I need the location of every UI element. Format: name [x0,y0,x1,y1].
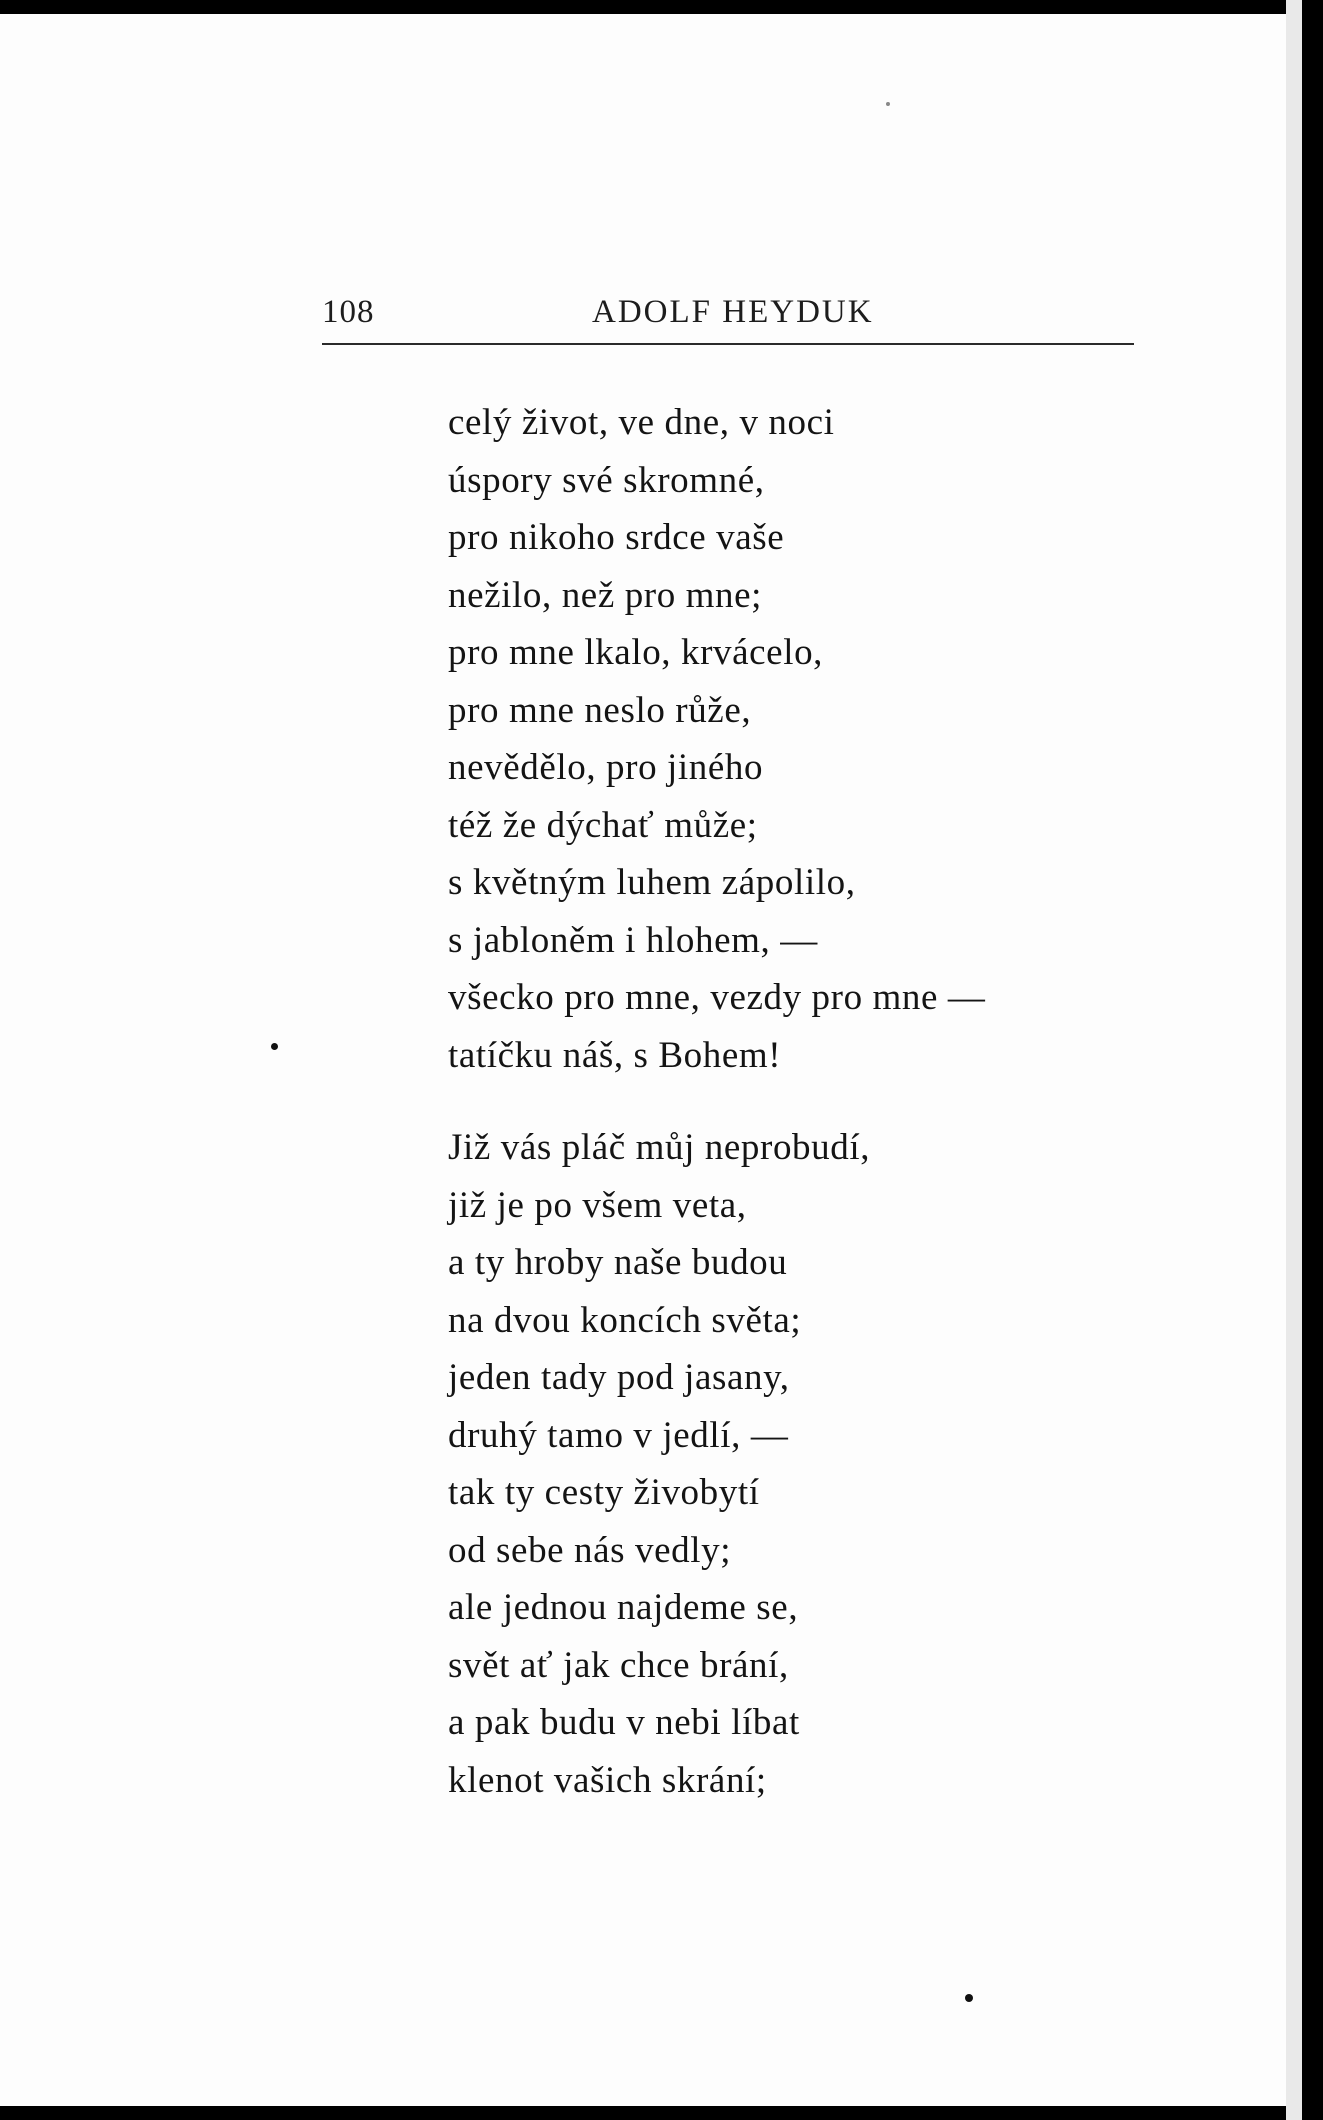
verse-line: s květným luhem zápolilo, [448,862,856,903]
stanza-2 [448,1119,1168,1809]
verse-line: pro mne lkalo, krvácelo, [448,632,824,673]
verse-line: celý život, ve dne, v noci [448,402,835,443]
verse-line: Již vás pláč můj neprobudí, [448,1127,871,1168]
verse-line: druhý tamo v jedlí, — [448,1414,789,1456]
running-title: ADOLF HEYDUK [592,294,874,330]
verse-line: jeden tady pod jasany, [448,1357,790,1398]
verse-line: na dvou koncích světa; [448,1299,802,1341]
poem [448,394,1168,1844]
stanza-1 [448,394,1168,1084]
verse-line: tatíčku náš, s Bohem! [448,1034,782,1076]
verse-line: tak ty cesty živobytí [448,1472,760,1513]
verse-line: všecko pro mne, vezdy pro mne — [448,977,986,1018]
verse-line: s jabloněm i hlohem, — [448,919,818,961]
verse-line: svět ať jak chce brání, [448,1644,789,1686]
verse-line: úspory své skromné, [448,459,765,501]
ink-speck [886,102,890,106]
verse-line: ale jednou najdeme se, [448,1587,799,1628]
verse-line: a ty hroby naše budou [448,1242,788,1283]
ink-speck [965,1994,973,2002]
verse-line: pro nikoho srdce vaše [448,517,785,558]
running-head [322,290,1134,340]
page-number: 108 [322,294,375,330]
verse-line: klenot vašich skrání; [448,1759,767,1801]
verse-line: od sebe nás vedly; [448,1529,732,1571]
ink-speck [271,1043,278,1050]
verse-line: nevědělo, pro jiného [448,747,764,788]
header-rule [322,343,1134,345]
verse-line: nežilo, než pro mne; [448,574,763,616]
verse-line: pro mne neslo růže, [448,689,752,731]
verse-line: též že dýchať může; [448,804,758,846]
verse-line: a pak budu v nebi líbat [448,1702,800,1743]
page-edge [1286,0,1302,2120]
verse-line: již je po všem veta, [448,1184,747,1226]
